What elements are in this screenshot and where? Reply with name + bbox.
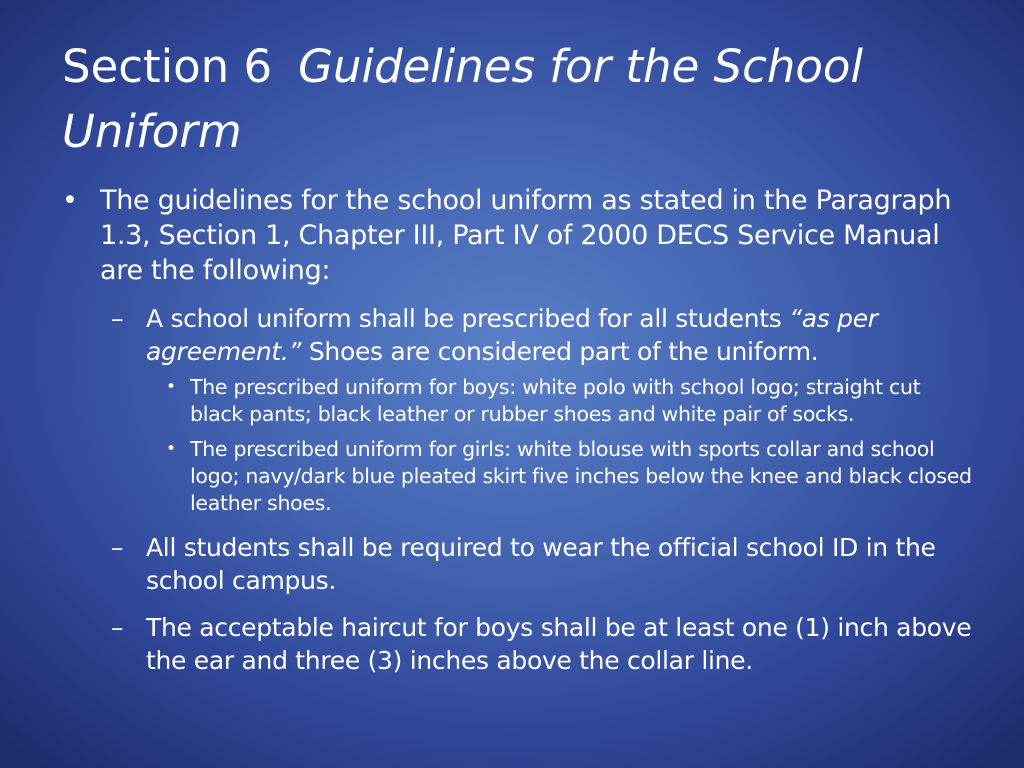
sub-bullet-haircut [111, 611, 972, 677]
bullet-marker: • [166, 377, 176, 397]
title-heading: Guidelines for the School Uniform [62, 40, 863, 158]
sub-sub-bullet-boys [166, 374, 972, 428]
sub-bullet-text: The acceptable haircut for boys shall be at least one (1) inch above the ear and three (3) inches above the collar line. [146, 613, 972, 675]
slide-body [62, 183, 972, 677]
sub-sub-bullet-girls [166, 436, 972, 517]
dash-marker: – [111, 304, 124, 333]
sub-bullet-uniform [111, 302, 972, 368]
sub-bullet-text-italic: “as per agreement.” [146, 304, 878, 366]
bullet-text: The guidelines for the school uniform as stated in the Paragraph 1.3, Section 1, Chapter III, Part IV of 2000 DECS Service Manual are the following: [100, 185, 952, 286]
bullet-guidelines [62, 183, 972, 288]
sub-bullet-text: All students shall be required to wear the official school ID in the school campus. [146, 533, 936, 595]
dash-marker: – [111, 533, 124, 562]
sub-bullet-text-a: A school uniform shall be prescribed for all students [146, 304, 790, 333]
dash-marker: – [111, 613, 124, 642]
bullet-marker: • [62, 185, 78, 216]
bullet-marker: • [166, 439, 176, 459]
sub-bullet-school-id [111, 531, 972, 597]
title-section-number: Section 6 [62, 40, 273, 93]
sub-bullet-text-b: Shoes are considered part of the uniform. [301, 337, 819, 366]
slide-title [62, 34, 962, 164]
sub-sub-bullet-text: The prescribed uniform for boys: white polo with school logo; straight cut black pants; black leather or rubber shoes and white pair of socks. [190, 375, 921, 426]
sub-sub-bullet-text: The prescribed uniform for girls: white blouse with sports collar and school logo; navy/dark blue pleated skirt five inches below the knee and black closed leather shoes. [190, 437, 972, 515]
